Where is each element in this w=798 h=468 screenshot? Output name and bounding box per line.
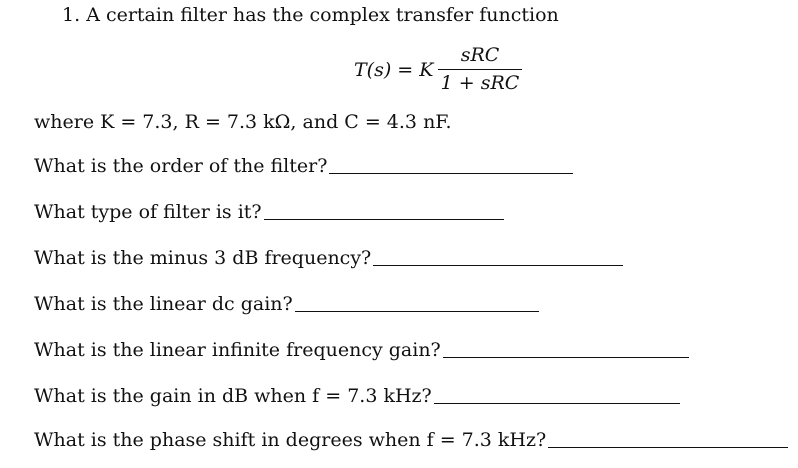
answer-blank[interactable] [329,173,573,174]
problem-number: 1. [62,4,81,26]
question-row [34,426,788,452]
fraction-bar [438,69,522,70]
question-text: What is the gain in dB when f = 7.3 kHz? [34,385,432,407]
answer-blank[interactable] [373,265,623,266]
answer-blank[interactable] [264,219,504,220]
problem-heading [62,4,559,26]
question-row [34,152,573,178]
answer-blank[interactable] [295,311,539,312]
question-row [34,244,623,270]
given-values: where K = 7.3, R = 7.3 kΩ, and C = 4.3 nF. [34,111,452,133]
question-text: What type of filter is it? [34,201,262,223]
question-text: What is the linear infinite frequency gain? [34,339,441,361]
answer-blank[interactable] [434,403,680,404]
fraction-numerator: sRC [460,44,500,66]
question-row [34,198,504,224]
question-row [34,290,539,316]
equation-lhs: T(s) = K [354,59,434,81]
question-row [34,336,689,362]
answer-blank[interactable] [443,357,689,358]
question-text: What is the order of the filter? [34,155,328,177]
answer-blank[interactable] [548,447,788,448]
question-row [34,382,680,408]
question-text: What is the linear dc gain? [34,293,293,315]
question-text: What is the minus 3 dB frequency? [34,247,372,269]
fraction-denominator: 1 + sRC [440,72,520,94]
question-text: What is the phase shift in degrees when f = 7.3 kHz? [34,429,547,451]
problem-statement: A certain filter has the complex transfer function [86,4,559,26]
